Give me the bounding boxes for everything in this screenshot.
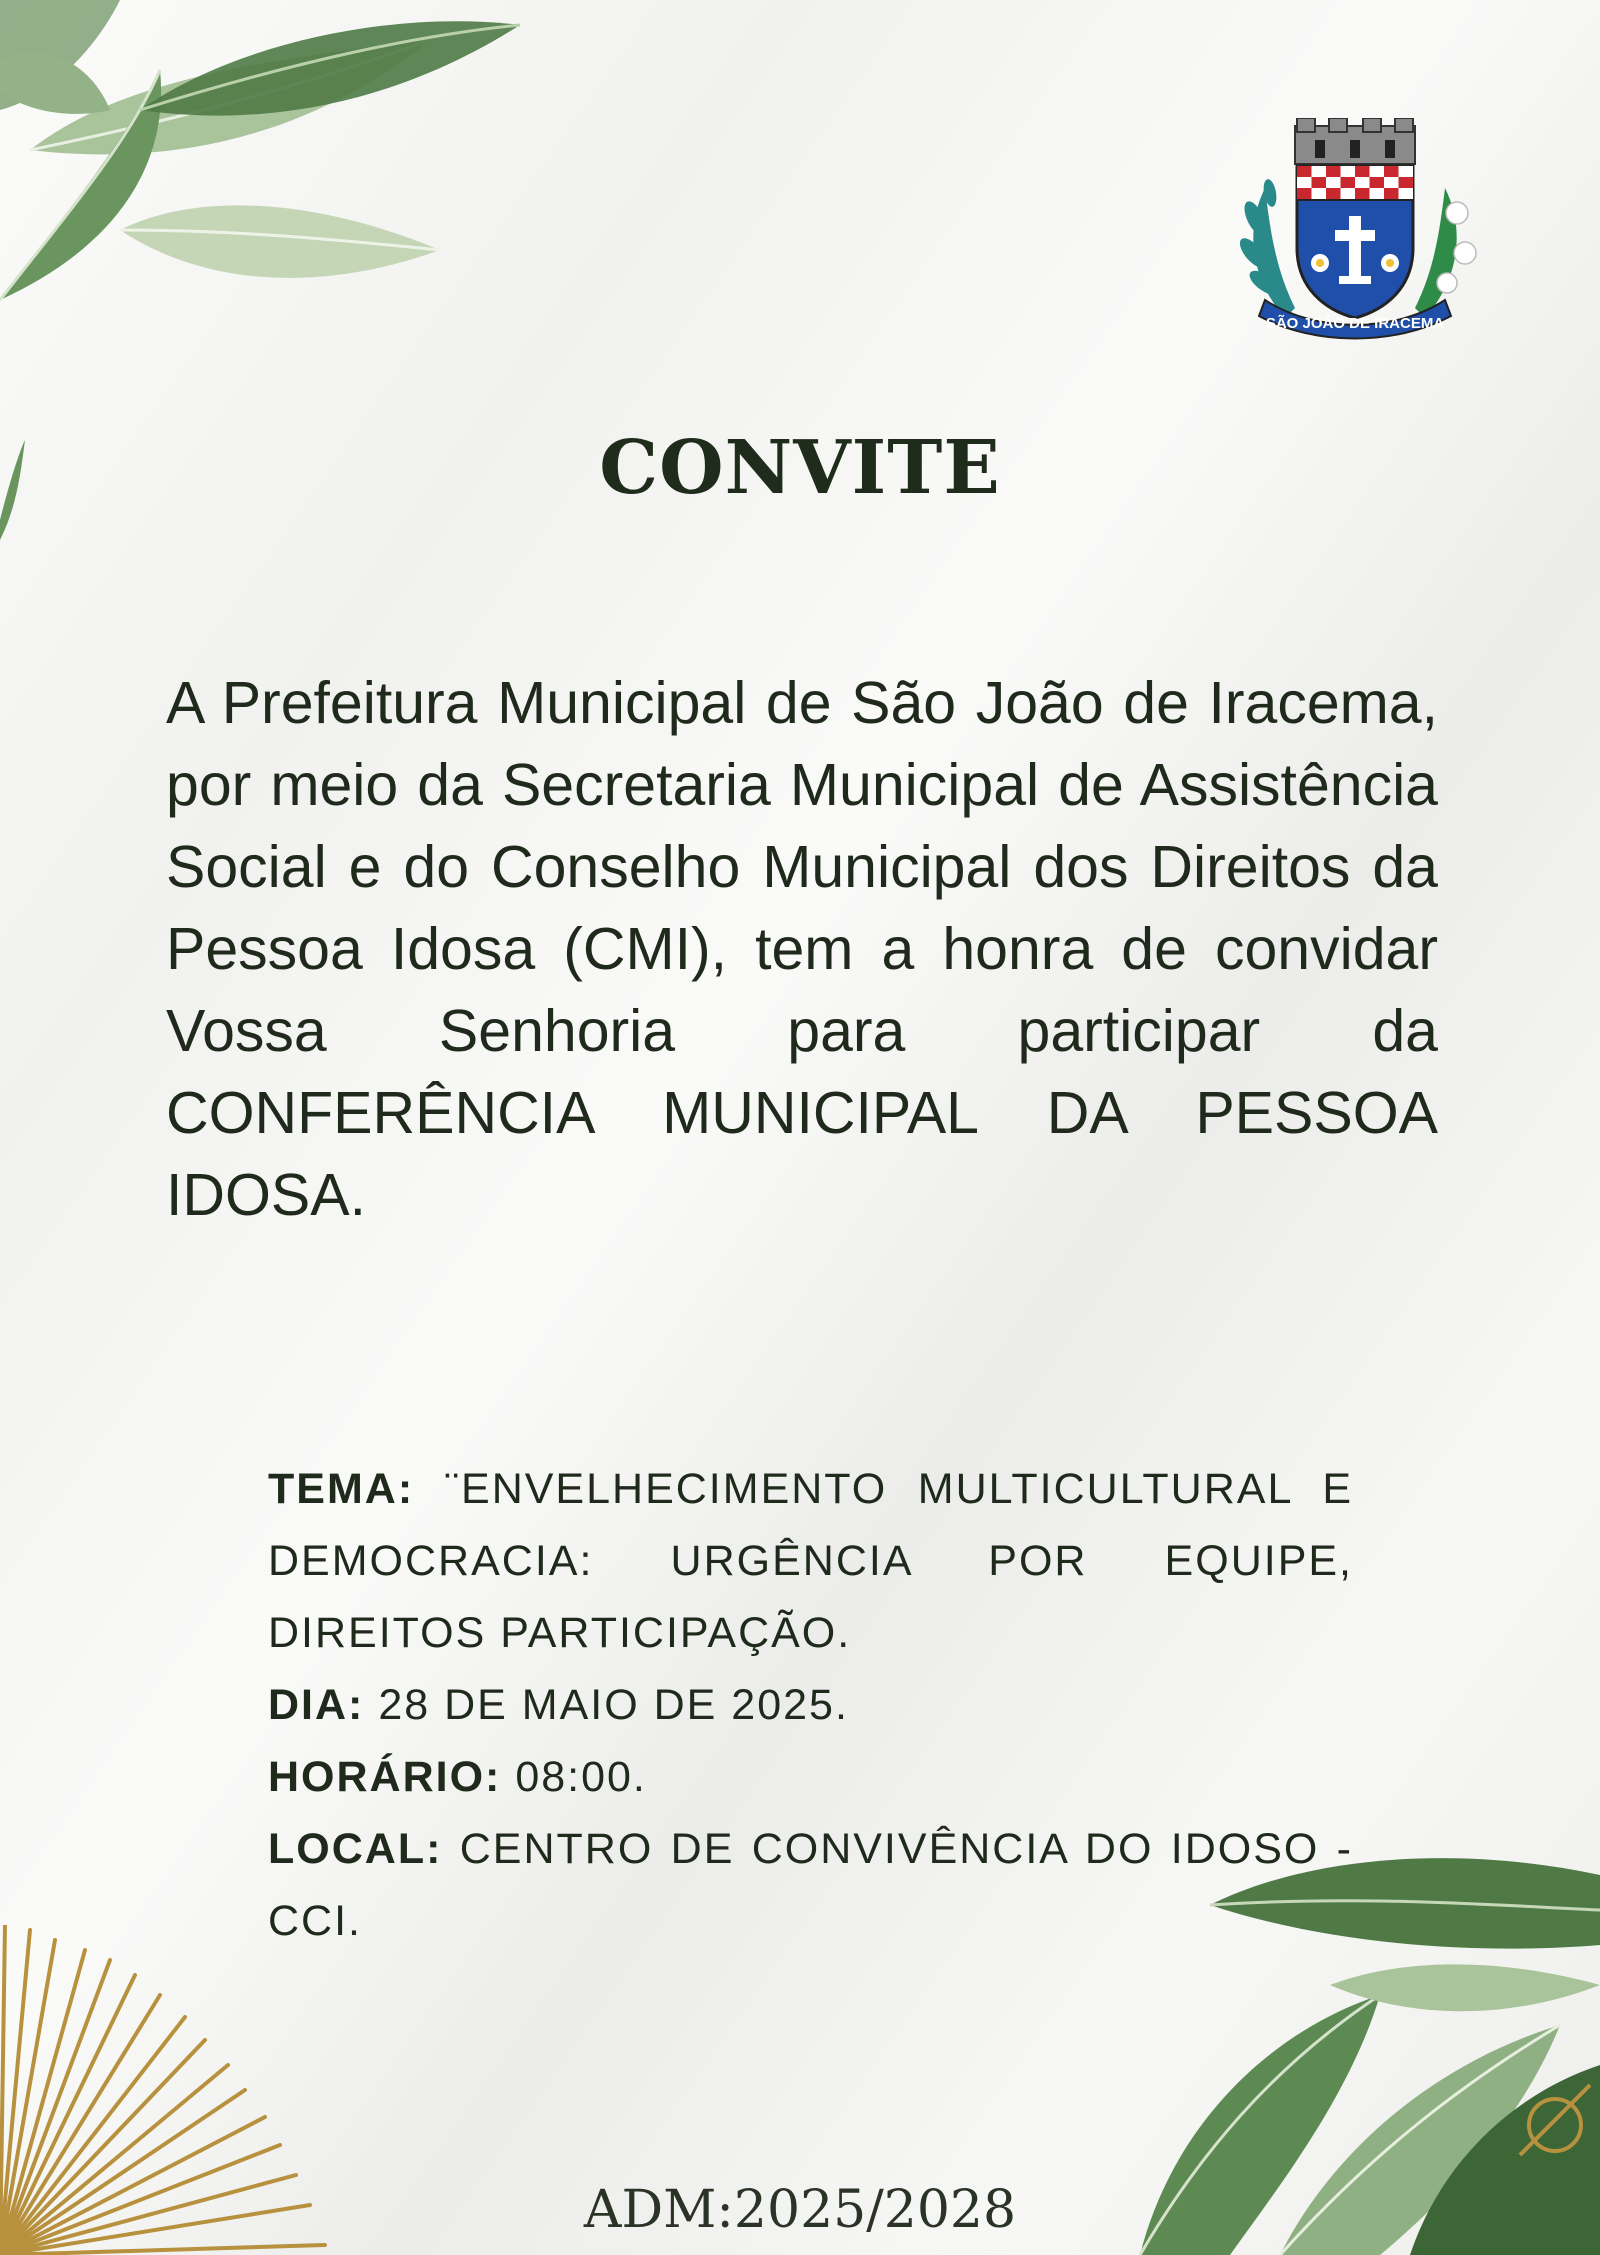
detail-horario	[268, 1741, 1353, 1813]
page-title: CONVITE	[599, 425, 1001, 511]
horario-label: HORÁRIO:	[268, 1753, 502, 1801]
detail-dia	[268, 1669, 1353, 1741]
horario-value: 08:00.	[515, 1753, 647, 1801]
dia-value: 28 DE MAIO DE 2025.	[378, 1681, 849, 1729]
detail-local	[268, 1813, 1353, 1957]
administration-footer: ADM:2025/2028	[583, 2180, 1017, 2240]
detail-tema	[268, 1453, 1353, 1669]
tema-value: ¨ENVELHECIMENTO MULTICULTURAL E DEMOCRACIA: URGÊNCIA POR EQUIPE, DIREITOS PARTICIPAÇÃO.	[268, 1465, 1354, 1657]
laurel-branch-left	[1235, 178, 1295, 318]
tema-label: TEMA:	[268, 1465, 415, 1513]
local-value: CENTRO DE CONVIVÊNCIA DO IDOSO -CCI.	[268, 1825, 1353, 1945]
municipal-crest-logo	[1225, 118, 1485, 343]
local-label: LOCAL:	[268, 1825, 443, 1873]
crest-banner-text: SÃO JOÃO DE IRACEMA	[1265, 315, 1445, 332]
invitation-body-text: A Prefeitura Municipal de São João de Iracema, por meio da Secretaria Municipal de Assistência Social e do Conselho Municipal dos Direitos da Pessoa Idosa (CMI), tem a honra de convidar Vossa Senhoria para participar da CONFERÊNCIA MUNICIPAL DA PESSOA IDOSA.	[166, 670, 1438, 1228]
mural-crown	[1295, 118, 1415, 164]
event-details	[268, 1453, 1353, 1957]
shield	[1297, 166, 1413, 318]
dia-label: DIA:	[268, 1681, 365, 1729]
